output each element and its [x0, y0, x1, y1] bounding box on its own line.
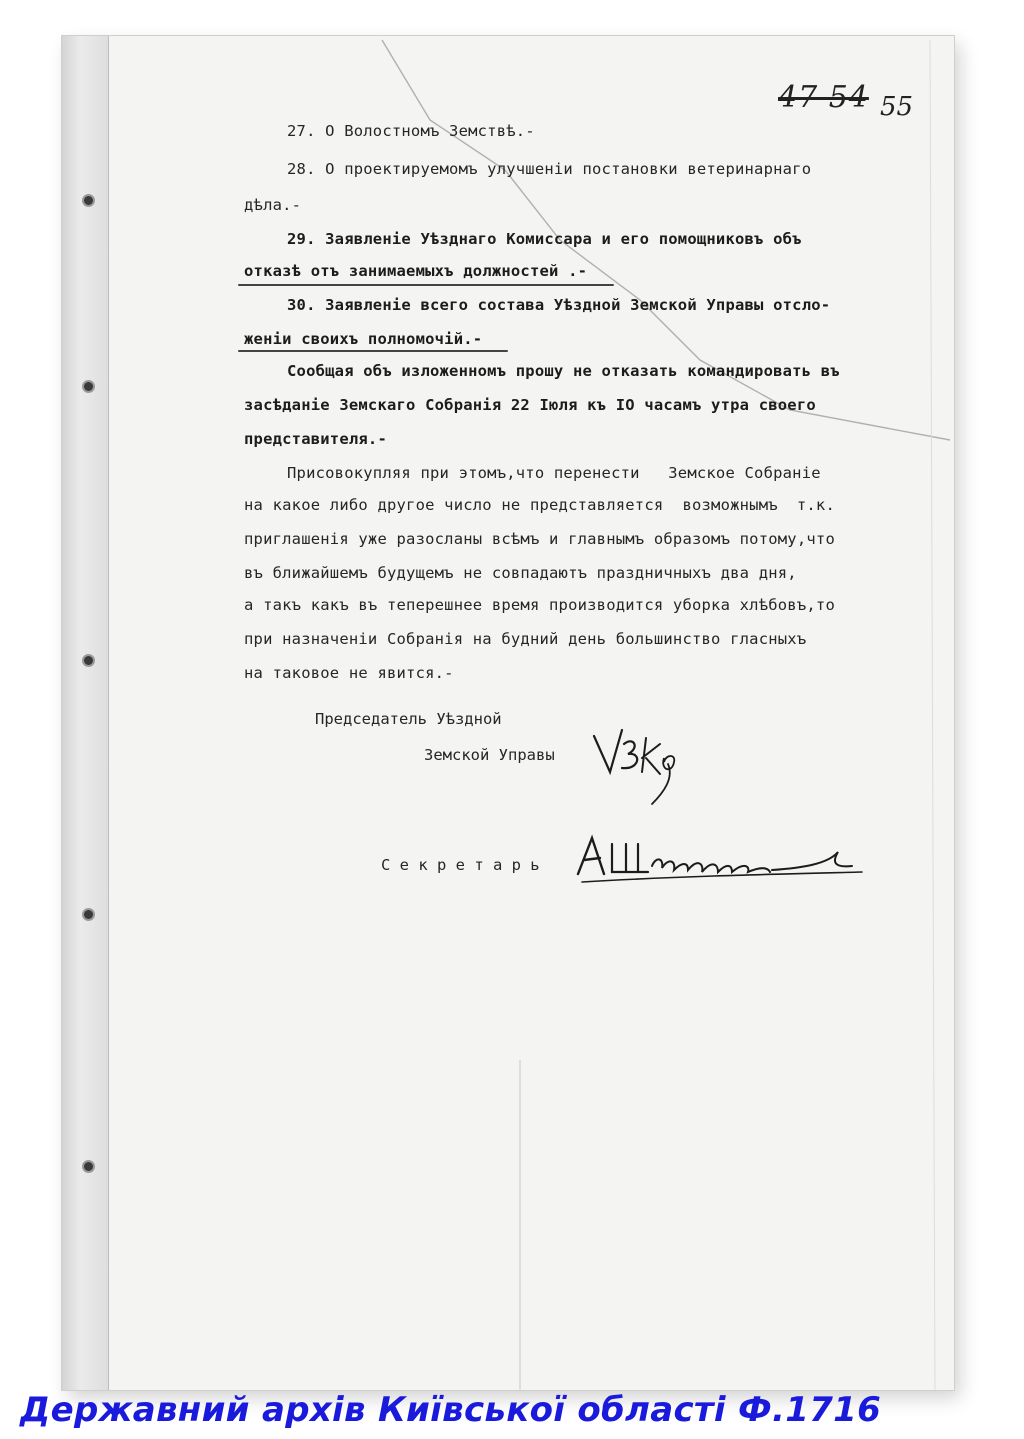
paragraph-note-line-2: на какое либо другое число не представляется возможнымъ т.к.: [244, 496, 835, 514]
paragraph-request-line-3: представителя.-: [244, 430, 387, 448]
paragraph-request-line-1: Сообщая объ изложенномъ прошу не отказать командировать въ: [287, 362, 840, 380]
binding-hole: [84, 196, 93, 205]
paragraph-note-line-6: при назначенiи Собранiя на будний день большинство гласныхъ: [244, 630, 807, 648]
paragraph-note-line-3: приглашенiя уже разосланы всѣмъ и главнымъ образомъ потому,что: [244, 530, 835, 548]
item-27: 27. О Волостномъ Земствѣ.-: [287, 122, 535, 140]
secretary-signature: [572, 828, 872, 888]
item-29-cont: отказѣ отъ занимаемыхъ должностей .-: [244, 262, 588, 280]
binding-strip: [62, 36, 109, 1390]
binding-hole: [84, 910, 93, 919]
item-29: 29. Заявленiе Уѣзднаго Комиссара и его помощниковъ объ: [287, 230, 802, 248]
binding-hole: [84, 382, 93, 391]
paragraph-note-line-4: въ ближайшемъ будущемъ не совпадаютъ праздничныхъ два дня,: [244, 564, 797, 582]
chairman-title-line-2: Земской Управы: [424, 746, 555, 764]
item-30: 30. Заявленiе всего состава Уѣздной Земской Управы отсло-: [287, 296, 831, 314]
page-number-old: 47 54: [778, 80, 869, 115]
paragraph-note-line-5: а такъ какъ въ теперешнее время производится уборка хлѣбовъ,то: [244, 596, 835, 614]
item-30-cont: женiи своихъ полномочiй.-: [244, 330, 483, 348]
secretary-title: С е к р е т а р ь: [381, 856, 540, 874]
page-number-new: 55: [880, 92, 914, 122]
paragraph-note-line-7: на таковое не явится.-: [244, 664, 454, 682]
archive-caption: Державний архів Київської області Ф.1716: [20, 1390, 882, 1430]
paragraph-note-line-1: Присовокупляя при этомъ,что перенести Земское Собранiе: [287, 464, 821, 482]
underline-mark: [238, 350, 508, 352]
chairman-title-line-1: Председатель Уѣздной: [315, 710, 502, 728]
binding-hole: [84, 1162, 93, 1171]
chairman-signature: [580, 718, 690, 814]
binding-hole: [84, 656, 93, 665]
item-28-cont: дѣла.-: [244, 196, 302, 214]
underline-mark: [238, 284, 614, 286]
paragraph-request-line-2: засѣданiе Земскаго Собранiя 22 Iюля къ IO часамъ утра своего: [244, 396, 816, 414]
item-28: 28. О проектируемомъ улучшенiи постановки ветеринарнаго: [287, 160, 812, 178]
archive-page-number: [760, 70, 930, 130]
